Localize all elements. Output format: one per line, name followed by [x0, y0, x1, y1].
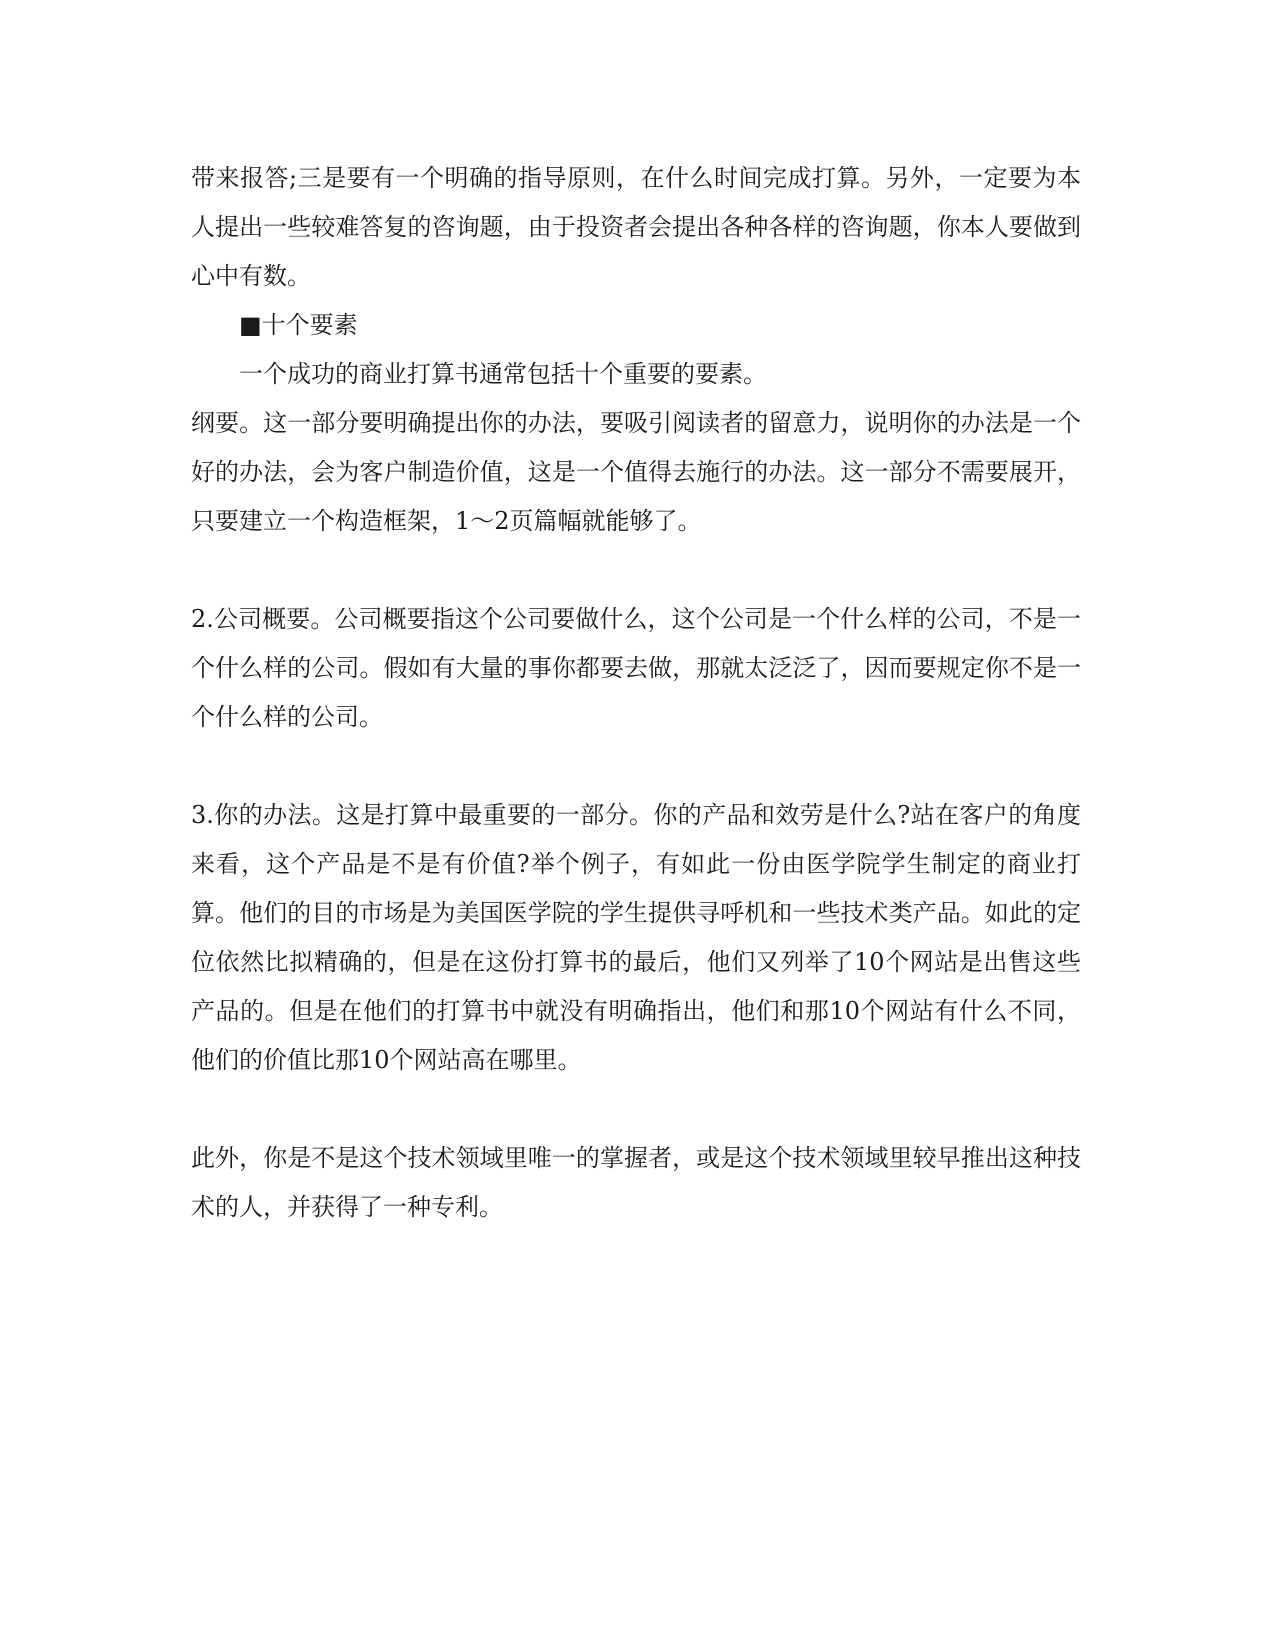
paragraph-intro-continuation: 带来报答;三是要有一个明确的指导原则，在什么时间完成打算。另外，一定要为本人提出一些较难答复的咨询题，由于投资者会提出各种各样的咨询题，你本人要做到心中有数。 [191, 164, 1081, 290]
paragraph-company-overview: 2.公司概要。公司概要指这个公司要做什么，这个公司是一个什么样的公司，不是一个什么样的公司。假如有大量的事你都要去做，那就太泛泛了，因而要规定你不是一个什么样的公司。 [191, 605, 1081, 731]
section-heading-ten-elements: ■十个要素 [239, 311, 358, 339]
paragraph-spacer [191, 742, 1081, 791]
paragraph-summary: 纲要。这一部分要明确提出你的办法，要吸引阅读者的留意力，说明你的办法是一个好的办法，会为客户制造价值，这是一个值得去施行的办法。这一部分不需要展开，只要建立一个构造框架，1～2页篇幅就能够了。 [191, 409, 1081, 535]
paragraph-your-method: 3.你的办法。这是打算中最重要的一部分。你的产品和效劳是什么?站在客户的角度来看，这个产品是不是有价值?举个例子，有如此一份由医学院学生制定的商业打算。他们的目的市场是为美国医学院的学生提供寻呼机和一些技术类产品。如此的定位依然比拟精确的，但是在这份打算书的最后，他们又列举了10个网站是出售这些产品的。但是在他们的打算书中就没有明确指出，他们和那10个网站有什么不同，他们的价值比那10个网站高在哪里。 [191, 801, 1081, 1074]
paragraph-spacer [191, 546, 1081, 595]
document-body [191, 154, 1081, 1232]
paragraph-technology-patent: 此外，你是不是这个技术领域里唯一的掌握者，或是这个技术领域里较早推出这种技术的人，并获得了一种专利。 [191, 1144, 1081, 1221]
paragraph-ten-elements-intro: 一个成功的商业打算书通常包括十个重要的要素。 [239, 360, 767, 388]
paragraph-spacer [191, 1085, 1081, 1134]
